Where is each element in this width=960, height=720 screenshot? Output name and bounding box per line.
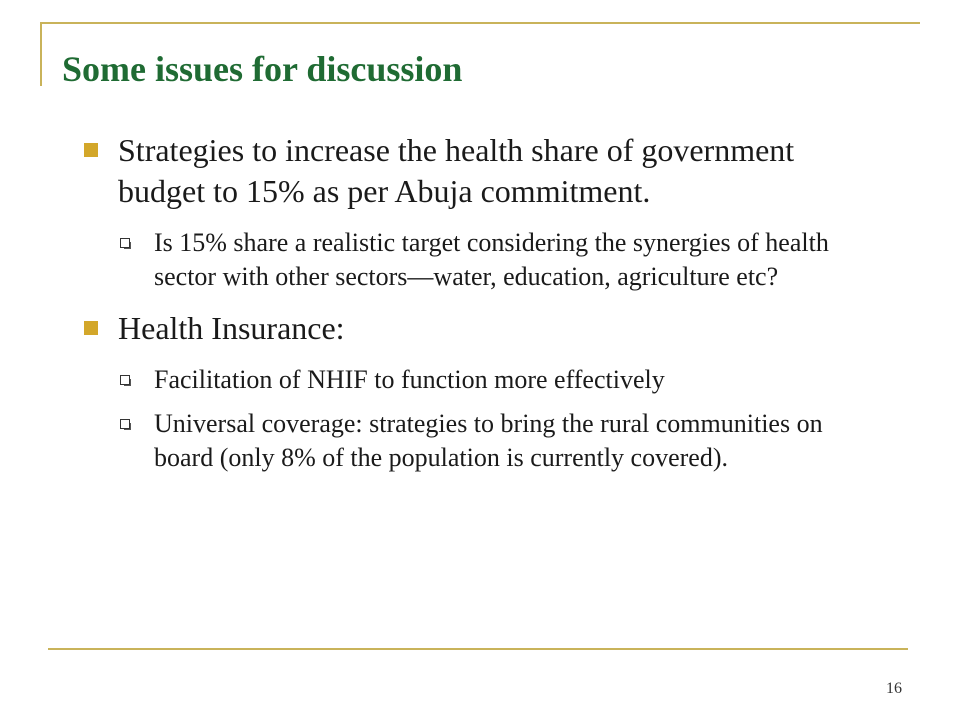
subbullet-item — [118, 363, 870, 397]
bullet-item-budget-strategies — [80, 130, 870, 294]
slide-content — [80, 130, 870, 475]
subbullet-text: Facilitation of NHIF to function more effectively — [154, 365, 665, 394]
hollow-square-bullet-icon — [120, 419, 130, 429]
hollow-square-bullet-icon — [120, 375, 130, 385]
bullet-item-health-insurance — [80, 308, 870, 475]
square-bullet-icon — [84, 143, 98, 157]
subbullet-item — [118, 407, 870, 475]
bullet-text: Health Insurance: — [118, 310, 345, 346]
subbullet-item — [118, 226, 870, 294]
page-number: 16 — [886, 680, 902, 697]
subbullet-text: Is 15% share a realistic target considering the synergies of health sector with other sectors—water, education, agriculture etc? — [154, 228, 829, 291]
bullet-text: Strategies to increase the health share of government budget to 15% as per Abuja commitment. — [118, 132, 795, 209]
slide-title: Some issues for discussion — [62, 49, 463, 89]
left-border-line — [40, 22, 42, 86]
bottom-border-line — [48, 648, 908, 650]
top-border-line — [40, 22, 920, 24]
square-bullet-icon — [84, 321, 98, 335]
subbullet-text: Universal coverage: strategies to bring the rural communities on board (only 8% of the population is currently covered). — [154, 409, 823, 472]
hollow-square-bullet-icon — [120, 238, 130, 248]
